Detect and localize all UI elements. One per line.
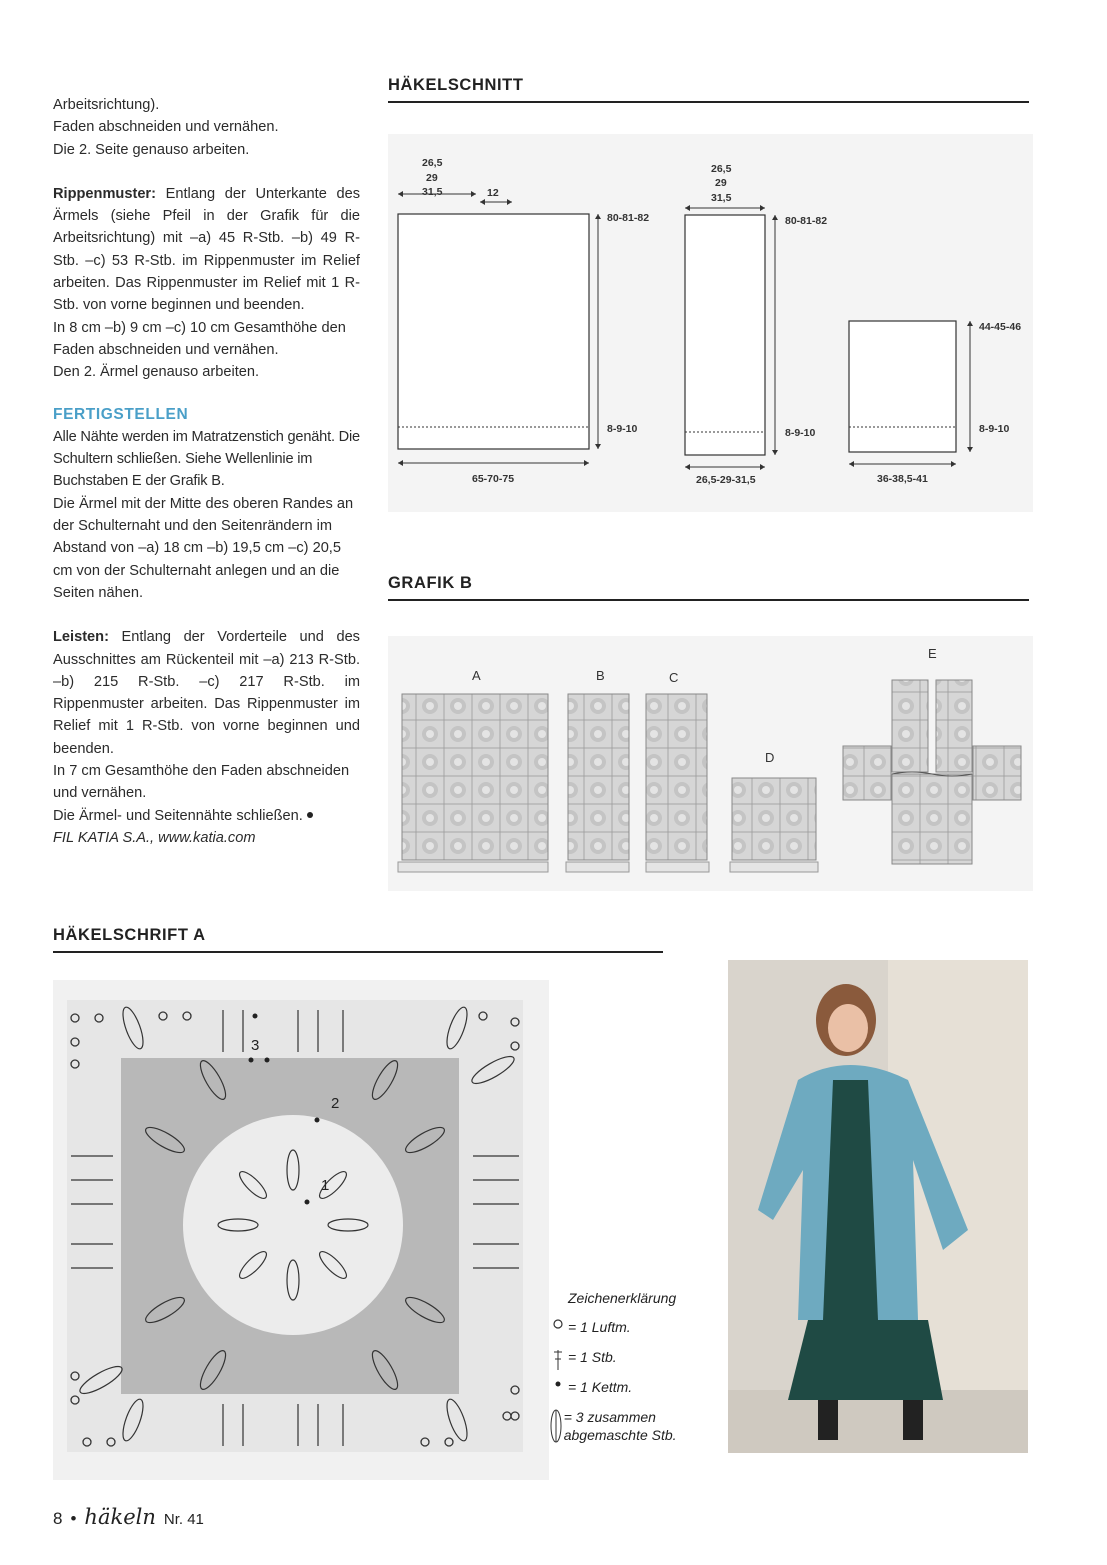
grafik-piece-a	[402, 694, 548, 860]
round-label-3: 3	[251, 1037, 260, 1054]
model-photo-svg	[728, 960, 1028, 1453]
magazine-brand: häkeln	[84, 1505, 156, 1529]
page-number: 8	[53, 1509, 63, 1528]
legend-title: Zeichenerklärung	[568, 1290, 677, 1306]
back-width-1: 26,5	[422, 157, 443, 169]
legend	[548, 1290, 728, 1458]
leisten-paragraph	[53, 626, 360, 760]
grafik-label-b: B	[596, 668, 605, 683]
sleeve-rib: 8-9-10	[979, 423, 1010, 435]
front-width-1: 26,5	[711, 163, 732, 175]
grafik-piece-e-body	[892, 774, 972, 864]
legend-item-dc	[548, 1348, 728, 1378]
front-bottom: 26,5-29-31,5	[696, 474, 756, 486]
round-label-1: 1	[321, 1177, 330, 1194]
footer-bullet: •	[70, 1509, 77, 1528]
leisten-line2: In 7 cm Gesamthöhe den Faden abschneiden und vernähen.	[53, 763, 350, 802]
intro-line: Arbeitsrichtung).	[53, 97, 160, 113]
grafik-svg	[388, 636, 1033, 891]
fertig-paragraph-2: Die Ärmel mit der Mitte des oberen Randes an der Schulternaht und den Seitenrändern im Abstand von –a) 18 cm –b) 19,5 cm –c) 20,5 cm von der Schulternaht anlegen und an die Seiten nähen.	[53, 495, 354, 601]
inner-circle	[183, 1115, 403, 1335]
sleeve-bottom: 36-38,5-41	[877, 473, 928, 485]
back-width-3: 31,5	[422, 186, 443, 198]
legend-item-cluster	[548, 1408, 728, 1458]
sleeve-height: 44-45-46	[979, 321, 1022, 333]
round-label-2: 2	[331, 1095, 340, 1112]
grafik-piece-e-right	[936, 680, 972, 772]
legend-text-chain: = 1 Luftm.	[568, 1319, 631, 1335]
fertig-paragraph-1: Alle Nähte werden im Matratzenstich genäht. Die Schultern schließen. Siehe Wellenlinie im Buchstaben E der Grafik B.	[53, 428, 360, 490]
grafik-label-d: D	[765, 750, 775, 765]
legend-text-dc: = 1 Stb.	[568, 1349, 617, 1365]
back-width-2: 29	[426, 172, 438, 184]
rippen-paragraph	[53, 183, 360, 317]
left-text-column	[53, 94, 360, 849]
end-bullet	[307, 812, 313, 818]
sleeve-piece	[849, 321, 956, 452]
grafik-piece-e-left	[892, 680, 928, 772]
heading-haekelschnitt: HÄKELSCHNITT	[388, 76, 1029, 103]
grafik-b-diagram	[388, 636, 1033, 891]
grafik-label-e: E	[928, 646, 937, 661]
schnitt-svg	[388, 134, 1033, 512]
intro-line: Faden abschneiden und vernähen.	[53, 119, 279, 136]
shoulder-width: 12	[487, 187, 499, 199]
grafik-piece-e-sleeve-left	[843, 746, 891, 800]
credit-line: FIL KATIA S.A., www.katia.com	[53, 829, 256, 846]
back-rib: 8-9-10	[607, 423, 638, 435]
grafik-piece-e-sleeve-right	[973, 746, 1021, 800]
heading-grafik-b: GRAFIK B	[388, 574, 1029, 601]
issue-number: Nr. 41	[163, 1511, 204, 1528]
legend-text-slip: = 1 Kettm.	[568, 1379, 633, 1395]
double-crochet-icon	[548, 1348, 568, 1374]
leisten-line3	[53, 805, 360, 827]
front-height: 80-81-82	[785, 215, 828, 227]
cluster-icon	[548, 1408, 564, 1434]
legend-text-cluster: = 3 zusammen abgemaschte Stb.	[563, 1409, 677, 1443]
legend-item-chain	[548, 1318, 728, 1348]
intro-line: Die 2. Seite genauso arbeiten.	[53, 141, 250, 158]
rippen-label: Rippenmuster:	[53, 185, 156, 202]
rippen-line3: Den 2. Ärmel genauso arbeiten.	[53, 364, 260, 381]
front-rib: 8-9-10	[785, 427, 816, 439]
legend-item-slip	[548, 1378, 728, 1408]
grafik-rib-d	[730, 862, 818, 872]
grafik-rib-a	[398, 862, 548, 872]
back-piece	[398, 214, 589, 449]
front-piece	[685, 215, 765, 455]
slip-stitch-icon	[548, 1378, 568, 1404]
back-bottom: 65-70-75	[472, 473, 515, 485]
grafik-piece-b	[568, 694, 629, 860]
leisten-text: Entlang der Vorderteile und des Ausschnittes am Rückenteil mit –a) 213 R-Stb. –b) 215 R-Stb. –c) 217 R-Stb. im Rippenmuster arbeiten. Das Rippenmuster im Relief mit 1 R-Stb. von vorne beginnen und beenden.	[53, 629, 360, 757]
grafik-rib-b	[566, 862, 629, 872]
leisten-label: Leisten:	[53, 629, 109, 646]
grafik-piece-c	[646, 694, 707, 860]
model-photo	[728, 960, 1028, 1453]
fertig-heading: FERTIGSTELLEN	[53, 405, 189, 423]
rippen-line2: In 8 cm –b) 9 cm –c) 10 cm Gesamthöhe den Faden abschneiden und vernähen.	[53, 319, 346, 358]
grafik-piece-d	[732, 778, 816, 860]
back-height: 80-81-82	[607, 212, 650, 224]
grafik-rib-c	[646, 862, 709, 872]
front-width-2: 29	[715, 177, 727, 189]
chain-icon	[548, 1318, 568, 1344]
page-footer	[53, 1505, 204, 1529]
rippen-text: Entlang der Unterkante des Ärmels (siehe Pfeil in der Grafik für die Arbeitsrichtung) mit –a) 45 R-Stb. –b) 49 R-Stb. –c) 53 R-Stb. im Rippenmuster im Relief arbeiten. Das Rippenmuster im Relief mit 1 R-Stb. von vorne beginnen und beenden.	[53, 185, 360, 314]
schnitt-diagram	[388, 134, 1033, 512]
heading-haekelschrift-a: HÄKELSCHRIFT A	[53, 926, 663, 953]
schrift-chart	[53, 980, 549, 1480]
leisten-line3-text: Die Ärmel- und Seitennähte schließen.	[53, 807, 303, 824]
grafik-label-c: C	[669, 670, 679, 685]
front-width-3: 31,5	[711, 192, 732, 204]
grafik-label-a: A	[472, 668, 481, 683]
schrift-svg	[53, 980, 549, 1480]
